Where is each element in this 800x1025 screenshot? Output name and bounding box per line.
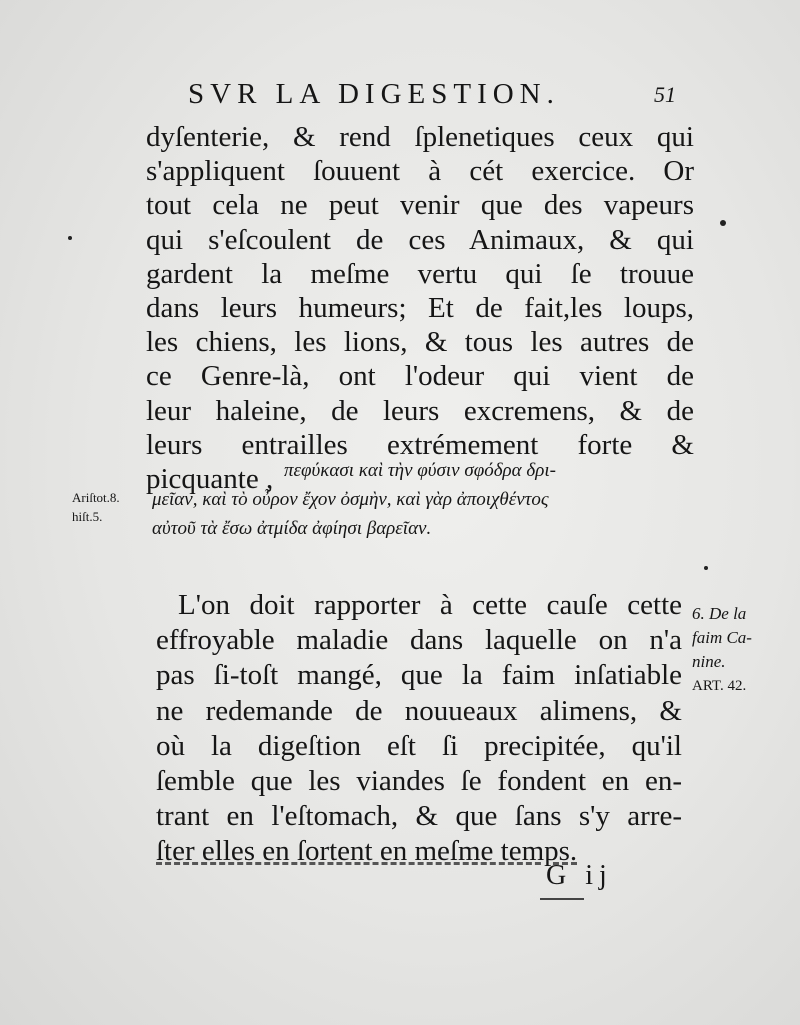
text-line: dyſenterie, & rend ſplenetiques ceux qui (146, 121, 694, 153)
greek-line: πεφύκασι καὶ τὴν φύσιν σφόδρα δρι- (284, 460, 556, 481)
page-header (188, 78, 676, 120)
greek-quotation (152, 456, 692, 543)
running-title: SVR LA DIGESTION. (188, 78, 560, 110)
greek-line: μεῖαν, καὶ τὸ οὖρον ἔχον ὀσμὴν, καὶ γὰρ ἀποιχθέντος (152, 489, 549, 510)
margin-note-right (692, 602, 792, 698)
text-line: L'on doit rapporter à cette cauſe cette (178, 589, 682, 621)
text-line: dans leurs humeurs; Et de fait,les loups, (146, 291, 694, 324)
greek-line: αὐτοῦ τὰ ἔσω ἀτμίδα ἀφίησι βαρεῖαν. (152, 518, 432, 539)
text-line: picquante , (146, 462, 274, 495)
text-line: ſemble que les viandes ſe fondent en en- (156, 764, 682, 797)
margin-note-line: faim Ca- (692, 628, 752, 647)
signature-rule (540, 898, 584, 900)
margin-note-line: Ariſtot.8. (72, 490, 120, 505)
margin-note-line: 6. De la (692, 604, 747, 623)
text-line: gardent la meſme vertu qui ſe trouue (146, 257, 694, 290)
paragraph-1 (146, 120, 694, 496)
text-line: pas ſi-toſt mangé, que la faim inſatiable (156, 659, 682, 692)
text-line: leurs entrailles extrémement forte & (146, 428, 694, 461)
ink-speck (720, 220, 726, 226)
ink-speck (68, 236, 72, 240)
text-line: trant en l'eſtomach, & que ſans s'y arre- (156, 800, 682, 833)
text-line: leur haleine, de leurs excremens, & de (146, 394, 694, 427)
text-line: où la digeſtion eſt ſi precipitée, qu'il (156, 729, 682, 762)
text-line: les chiens, les lions, & tous les autres de (146, 326, 694, 359)
text-line: ne redemande de nouueaux alimens, & (156, 694, 682, 727)
margin-note-line: nine. (692, 652, 726, 671)
text-line: qui s'eſcoulent de ces Animaux, & qui (146, 223, 694, 256)
text-line: effroyable maladie dans laquelle on n'a (156, 624, 682, 657)
text-line: ce Genre-là, ont l'odeur qui vient de (146, 360, 694, 393)
text-line: tout cela ne peut venir que des vapeurs (146, 189, 694, 222)
ink-speck (704, 566, 708, 570)
page-number: 51 (654, 82, 676, 107)
paragraph-2 (156, 588, 682, 870)
margin-note-left (72, 488, 152, 526)
text-line: s'appliquent ſouuent à cét exercice. Or (146, 155, 694, 188)
margin-note-line: hiſt.5. (72, 509, 103, 524)
text-line: ſter elles en ſortent en meſme temps. (156, 835, 578, 868)
margin-note-line: ART. 42. (692, 678, 747, 694)
signature-mark: G ij (546, 860, 613, 891)
